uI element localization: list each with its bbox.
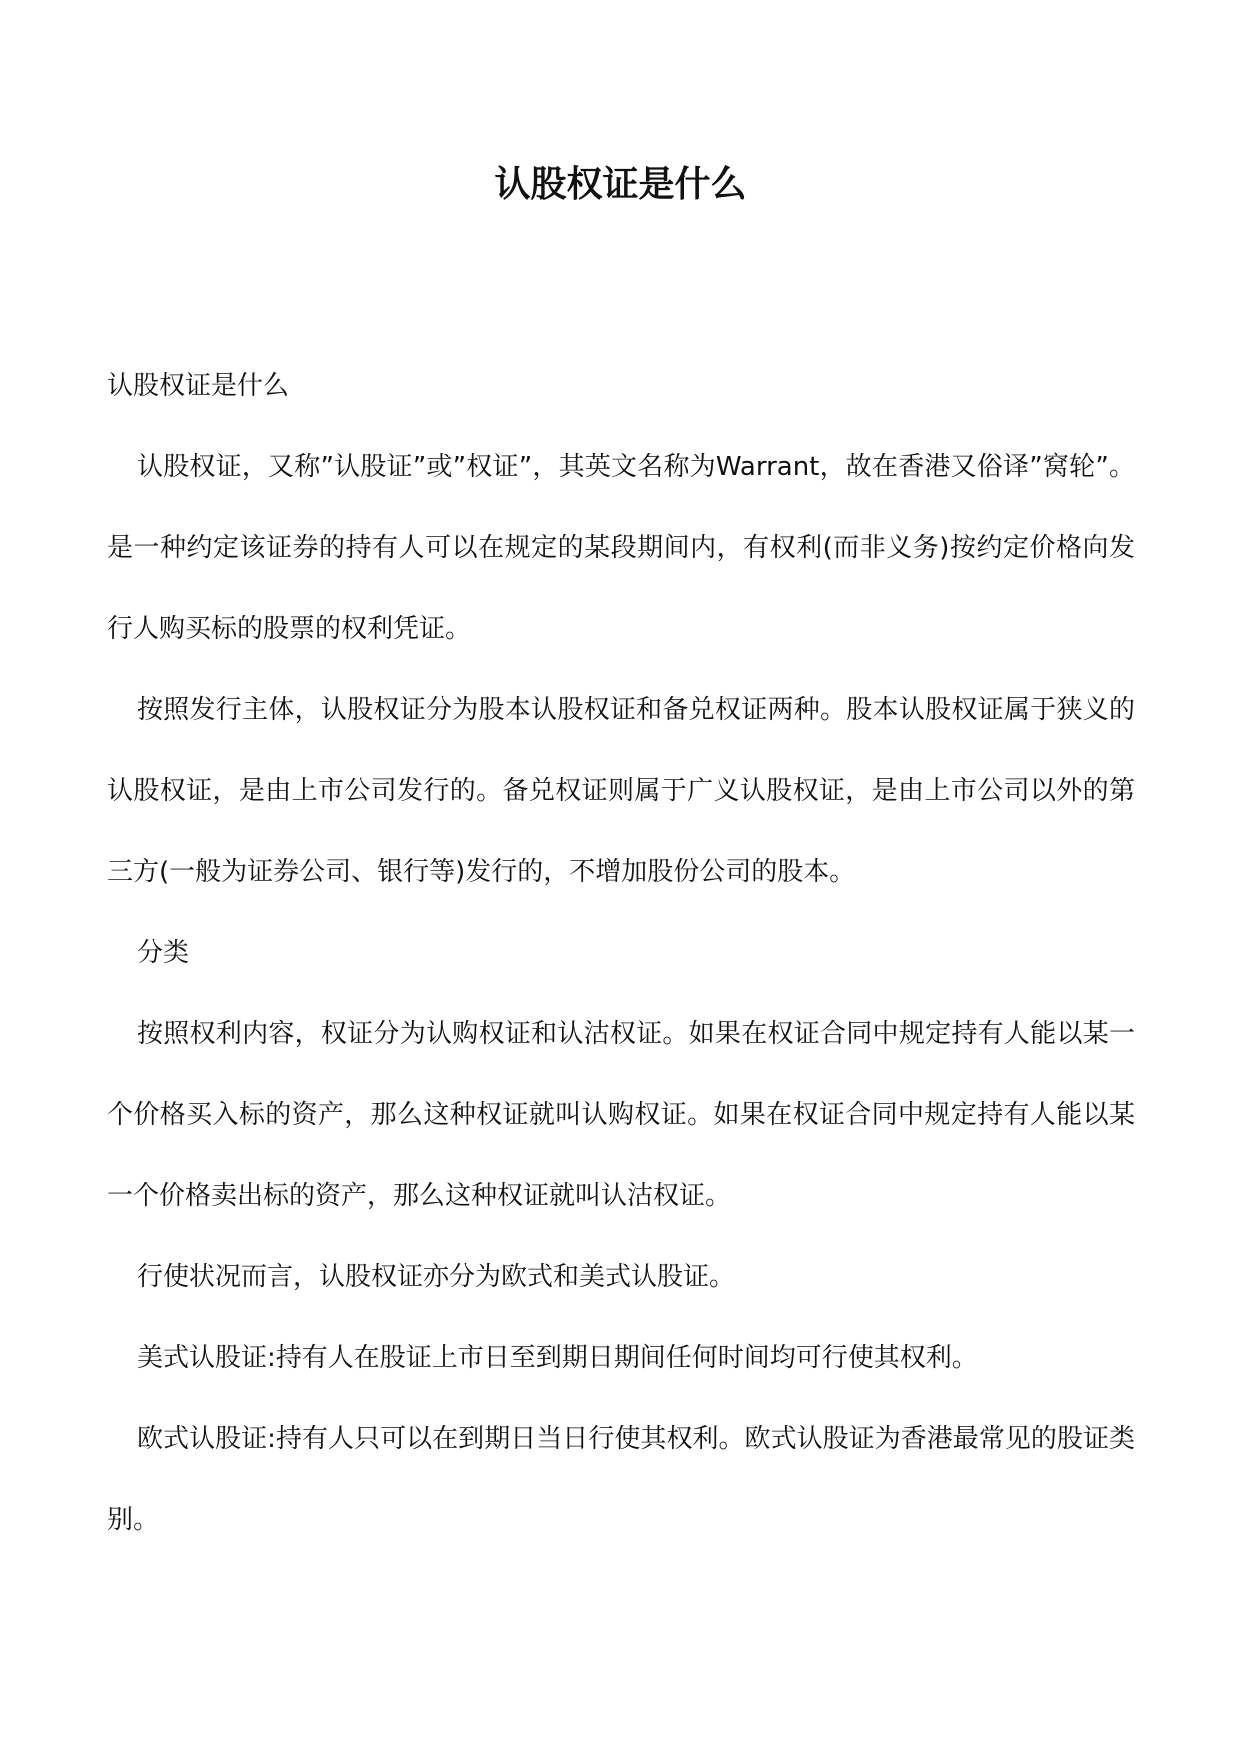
paragraph-classification-heading: 分类: [137, 938, 190, 968]
paragraph-definition: 认股权证，又称”认股证”或”权证”，其英文名称为Warrant，故在香港又俗译”窝轮”。是一种约定该证券的持有人可以在规定的某段期间内，有权利(而非义务)按约定价格向发行人购买标的股票的权利凭证。: [107, 452, 1135, 644]
paragraph-call-put: 按照权利内容，权证分为认购权证和认沽权证。如果在权证合同中规定持有人能以某一个价格买入标的资产，那么这种权证就叫认购权证。如果在权证合同中规定持有人能以某一个价格卖出标的资产，那么这种权证就叫认沽权证。: [107, 1019, 1135, 1211]
paragraph-exercise-style: 行使状况而言，认股权证亦分为欧式和美式认股证。: [137, 1262, 736, 1292]
document-body: [107, 346, 1135, 1561]
paragraph-american-style: 美式认股证:持有人在股证上市日至到期日期间任何时间均可行使其权利。: [137, 1343, 978, 1373]
paragraph-european-style: 欧式认股证:持有人只可以在到期日当日行使其权利。欧式认股证为香港最常见的股证类别。: [107, 1424, 1135, 1535]
paragraph-heading: 认股权证是什么: [107, 371, 290, 401]
paragraph-issuer-types: 按照发行主体，认股权证分为股本认股权证和备兑权证两种。股本认股权证属于狭义的认股权证，是由上市公司发行的。备兑权证则属于广义认股权证，是由上市公司以外的第三方(一般为证券公司、银行等)发行的，不增加股份公司的股本。: [107, 695, 1135, 887]
document-title: 认股权证是什么: [494, 163, 747, 205]
